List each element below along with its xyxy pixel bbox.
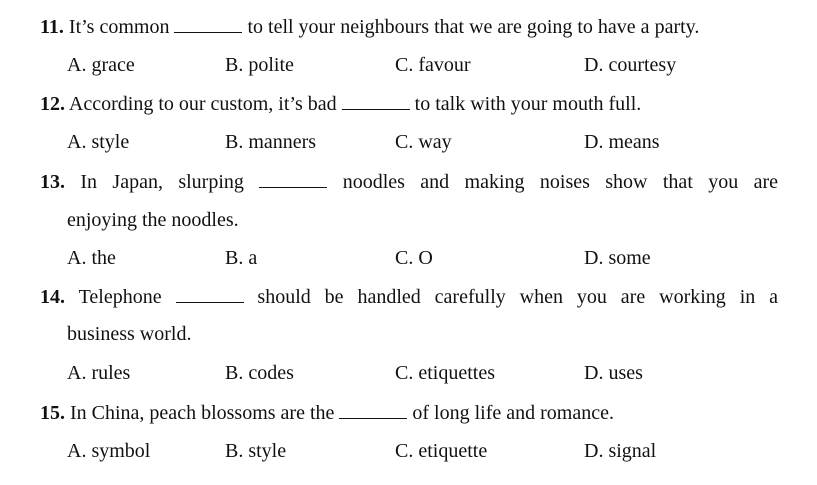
answer-blank	[176, 284, 244, 303]
question-14-continuation: business world.	[67, 323, 192, 345]
question-text-before: According to our custom, it’s bad	[68, 93, 337, 115]
question-number: 11.	[40, 16, 64, 38]
option-c: C. favour	[395, 54, 471, 76]
question-number: 14.	[40, 286, 65, 308]
option-a: A. symbol	[67, 440, 151, 462]
option-d: D. some	[584, 247, 651, 269]
question-13-continuation: enjoying the noodles.	[67, 209, 239, 231]
question-text-after: to tell your neighbours that we are going to have a party.	[247, 16, 700, 38]
answer-blank	[259, 169, 327, 188]
option-d: D. uses	[584, 362, 643, 384]
question-text-after: should be handled carefully when you are working in a	[257, 286, 779, 308]
question-number: 13.	[40, 171, 65, 193]
answer-blank	[342, 91, 410, 110]
question-15-stem	[40, 400, 778, 425]
question-text-before: In Japan, slurping	[80, 171, 244, 193]
question-number: 12.	[40, 93, 65, 115]
question-11-stem	[40, 14, 778, 39]
option-b: B. style	[225, 440, 287, 462]
answer-blank	[339, 400, 407, 419]
option-a: A. rules	[67, 362, 131, 384]
question-text-before: It’s common	[68, 16, 170, 38]
question-12-stem	[40, 91, 778, 116]
option-d: D. courtesy	[584, 54, 677, 76]
option-b: B. a	[225, 247, 258, 269]
option-a: A. style	[67, 131, 130, 153]
question-text-before: Telephone	[78, 286, 162, 308]
question-14-stem	[40, 284, 778, 309]
option-b: B. codes	[225, 362, 294, 384]
option-c: C. etiquette	[395, 440, 488, 462]
question-text-before: In China, peach blossoms are the	[70, 402, 335, 424]
question-text-after: to talk with your mouth full.	[414, 93, 642, 115]
question-text-after: noodles and making noises show that you are	[342, 171, 779, 193]
option-d: D. means	[584, 131, 660, 153]
option-d: D. signal	[584, 440, 657, 462]
option-a: A. the	[67, 247, 116, 269]
answer-blank	[174, 14, 242, 33]
option-a: A. grace	[67, 54, 135, 76]
option-c: C. etiquettes	[395, 362, 495, 384]
question-13-stem	[40, 169, 778, 194]
option-c: C. way	[395, 131, 452, 153]
question-text-after: of long life and romance.	[412, 402, 614, 424]
question-number: 15.	[40, 402, 65, 424]
option-c: C. O	[395, 247, 433, 269]
option-b: B. polite	[225, 54, 294, 76]
option-b: B. manners	[225, 131, 317, 153]
